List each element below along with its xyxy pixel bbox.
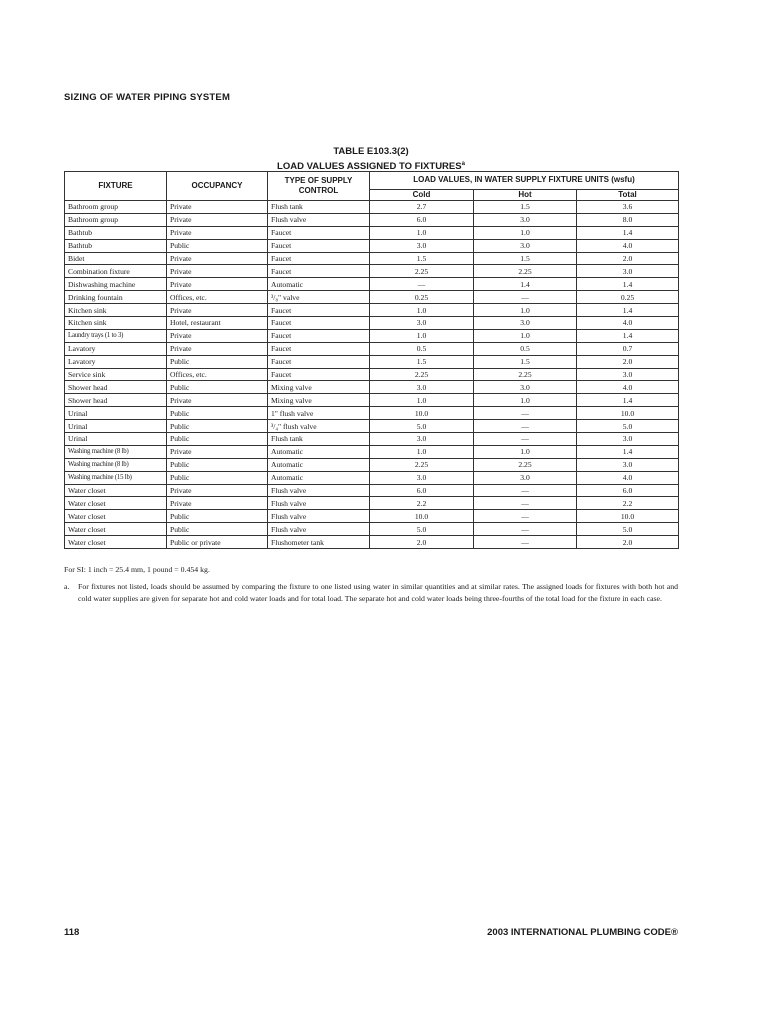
cell-total: 2.0 — [577, 536, 679, 549]
cell-total: 1.4 — [577, 278, 679, 291]
cell-total: 4.0 — [577, 317, 679, 330]
cell-total: 1.4 — [577, 445, 679, 458]
table-row — [65, 213, 679, 226]
cell-cold: 3.0 — [370, 239, 474, 252]
cell-cold: 3.0 — [370, 381, 474, 394]
cell-cold: 0.25 — [370, 291, 474, 304]
table-row — [65, 304, 679, 317]
cell-supply-control: Flush tank — [268, 433, 370, 446]
cell-total: 1.4 — [577, 329, 679, 342]
cell-occupancy: Private — [167, 329, 268, 342]
cell-hot: 1.4 — [474, 278, 577, 291]
cell-cold: 2.25 — [370, 265, 474, 278]
cell-fixture: Drinking fountain — [65, 291, 167, 304]
header-occupancy: OCCUPANCY — [167, 172, 268, 201]
cell-supply-control: Mixing valve — [268, 381, 370, 394]
cell-hot: 3.0 — [474, 471, 577, 484]
cell-supply-control: Flush valve — [268, 213, 370, 226]
cell-total: 10.0 — [577, 407, 679, 420]
header-hot: Hot — [474, 189, 577, 200]
cell-total: 10.0 — [577, 510, 679, 523]
cell-occupancy: Private — [167, 394, 268, 407]
cell-cold: 3.0 — [370, 317, 474, 330]
table-row — [65, 471, 679, 484]
cell-total: 8.0 — [577, 213, 679, 226]
cell-total: 4.0 — [577, 239, 679, 252]
cell-hot: — — [474, 536, 577, 549]
cell-occupancy: Private — [167, 226, 268, 239]
cell-occupancy: Public — [167, 381, 268, 394]
table-row — [65, 329, 679, 342]
cell-total: 3.0 — [577, 368, 679, 381]
cell-occupancy: Public — [167, 355, 268, 368]
cell-total: 1.4 — [577, 394, 679, 407]
cell-total: 0.7 — [577, 342, 679, 355]
table-row — [65, 381, 679, 394]
header-fixture: FIXTURE — [65, 172, 167, 201]
cell-supply-control: Faucet — [268, 342, 370, 355]
table-caption — [64, 146, 678, 173]
table-row — [65, 420, 679, 433]
cell-fixture: Service sink — [65, 368, 167, 381]
cell-cold: 5.0 — [370, 523, 474, 536]
cell-total: 2.2 — [577, 497, 679, 510]
cell-fixture: Washing machine (8 lb) — [65, 458, 167, 471]
table-row — [65, 355, 679, 368]
cell-cold: 1.5 — [370, 252, 474, 265]
cell-supply-control: Automatic — [268, 471, 370, 484]
cell-cold: 1.0 — [370, 304, 474, 317]
cell-occupancy: Public — [167, 433, 268, 446]
cell-fixture: Bathtub — [65, 239, 167, 252]
cell-supply-control: Flush valve — [268, 510, 370, 523]
cell-total: 1.4 — [577, 304, 679, 317]
table-row — [65, 368, 679, 381]
cell-fixture: Urinal — [65, 420, 167, 433]
table-row — [65, 458, 679, 471]
cell-cold: 3.0 — [370, 433, 474, 446]
cell-fixture: Urinal — [65, 407, 167, 420]
table-row — [65, 226, 679, 239]
table-row — [65, 239, 679, 252]
cell-supply-control: Flush valve — [268, 497, 370, 510]
cell-total: 2.0 — [577, 355, 679, 368]
cell-fixture: Water closet — [65, 497, 167, 510]
table-row — [65, 407, 679, 420]
cell-fixture: Washing machine (8 lb) — [65, 445, 167, 458]
cell-occupancy: Offices, etc. — [167, 291, 268, 304]
cell-supply-control: Automatic — [268, 445, 370, 458]
table-row — [65, 317, 679, 330]
table-row — [65, 445, 679, 458]
cell-occupancy: Private — [167, 342, 268, 355]
cell-hot: — — [474, 497, 577, 510]
cell-cold: 2.2 — [370, 497, 474, 510]
page-number: 118 — [64, 927, 80, 938]
header-total: Total — [577, 189, 679, 200]
cell-total: 4.0 — [577, 381, 679, 394]
cell-cold: — — [370, 278, 474, 291]
table-title-footnote-mark: a — [461, 161, 465, 167]
cell-supply-control: Automatic — [268, 278, 370, 291]
cell-occupancy: Private — [167, 497, 268, 510]
cell-occupancy: Private — [167, 252, 268, 265]
table-row — [65, 252, 679, 265]
cell-total: 3.0 — [577, 458, 679, 471]
cell-hot: 1.0 — [474, 445, 577, 458]
running-head: SIZING OF WATER PIPING SYSTEM — [64, 92, 231, 103]
cell-fixture: Lavatory — [65, 355, 167, 368]
cell-supply-control: Flush valve — [268, 523, 370, 536]
header-load-values: LOAD VALUES, IN WATER SUPPLY FIXTURE UNITS (wsfu) — [370, 172, 679, 190]
cell-supply-control: Faucet — [268, 265, 370, 278]
table-row — [65, 342, 679, 355]
cell-hot: 1.5 — [474, 355, 577, 368]
cell-fixture: Water closet — [65, 523, 167, 536]
table-row — [65, 278, 679, 291]
cell-hot: 1.0 — [474, 304, 577, 317]
cell-hot: — — [474, 420, 577, 433]
cell-fixture: Bathroom group — [65, 201, 167, 214]
cell-supply-control: Faucet — [268, 239, 370, 252]
cell-occupancy: Public — [167, 510, 268, 523]
cell-supply-control: Faucet — [268, 252, 370, 265]
si-conversion-note: For SI: 1 inch = 25.4 mm, 1 pound = 0.454 kg. — [64, 565, 210, 574]
cell-fixture: Water closet — [65, 484, 167, 497]
cell-hot: 3.0 — [474, 381, 577, 394]
cell-occupancy: Private — [167, 445, 268, 458]
cell-fixture: Kitchen sink — [65, 317, 167, 330]
cell-fixture: Laundry trays (1 to 3) — [65, 329, 167, 342]
table-row — [65, 394, 679, 407]
cell-hot: 3.0 — [474, 239, 577, 252]
cell-total: 2.0 — [577, 252, 679, 265]
table-body — [65, 201, 679, 549]
cell-cold: 10.0 — [370, 510, 474, 523]
cell-fixture: Water closet — [65, 510, 167, 523]
cell-hot: — — [474, 433, 577, 446]
cell-cold: 1.0 — [370, 394, 474, 407]
cell-occupancy: Public — [167, 458, 268, 471]
cell-cold: 1.0 — [370, 226, 474, 239]
cell-hot: 1.0 — [474, 394, 577, 407]
cell-cold: 2.7 — [370, 201, 474, 214]
cell-fixture: Bathroom group — [65, 213, 167, 226]
cell-supply-control: Faucet — [268, 304, 370, 317]
cell-supply-control: Faucet — [268, 329, 370, 342]
cell-hot: 2.25 — [474, 368, 577, 381]
cell-total: 4.0 — [577, 471, 679, 484]
table-row — [65, 510, 679, 523]
cell-occupancy: Public — [167, 420, 268, 433]
cell-supply-control: Mixing valve — [268, 394, 370, 407]
cell-fixture: Water closet — [65, 536, 167, 549]
running-foot: 2003 INTERNATIONAL PLUMBING CODE® — [487, 927, 678, 938]
cell-occupancy: Public — [167, 407, 268, 420]
cell-occupancy: Private — [167, 213, 268, 226]
cell-fixture: Kitchen sink — [65, 304, 167, 317]
cell-fixture: Shower head — [65, 394, 167, 407]
cell-hot: 2.25 — [474, 458, 577, 471]
cell-hot: — — [474, 484, 577, 497]
header-cold: Cold — [370, 189, 474, 200]
cell-total: 3.0 — [577, 265, 679, 278]
cell-occupancy: Private — [167, 484, 268, 497]
cell-total: 5.0 — [577, 523, 679, 536]
footnote-a-text: For fixtures not listed, loads should be assumed by comparing the fixture to one listed using water in similar quantities and at similar rates. The assigned loads for fixtures with both hot and cold water supplies are given for separate hot and cold water loads and for total load. The separate hot and cold water loads being three-fourths of the total load for the fixture in each case. — [78, 581, 678, 603]
table-title-text: LOAD VALUES ASSIGNED TO FIXTURES — [277, 161, 462, 173]
cell-supply-control: Flushometer tank — [268, 536, 370, 549]
cell-hot: — — [474, 407, 577, 420]
table-row — [65, 265, 679, 278]
cell-cold: 6.0 — [370, 484, 474, 497]
cell-hot: 1.5 — [474, 252, 577, 265]
cell-cold: 5.0 — [370, 420, 474, 433]
cell-fixture: Urinal — [65, 433, 167, 446]
cell-hot: 3.0 — [474, 213, 577, 226]
cell-supply-control: Flush valve — [268, 484, 370, 497]
table-row — [65, 433, 679, 446]
table-row — [65, 523, 679, 536]
cell-supply-control: Faucet — [268, 355, 370, 368]
cell-occupancy: Offices, etc. — [167, 368, 268, 381]
cell-hot: 1.5 — [474, 201, 577, 214]
footnote-a-mark: a. — [64, 581, 70, 591]
cell-occupancy: Public — [167, 471, 268, 484]
cell-cold: 1.5 — [370, 355, 474, 368]
cell-cold: 0.5 — [370, 342, 474, 355]
cell-hot: 3.0 — [474, 317, 577, 330]
cell-cold: 2.25 — [370, 368, 474, 381]
cell-fixture: Dishwashing machine — [65, 278, 167, 291]
cell-occupancy: Private — [167, 265, 268, 278]
table-footnotes — [64, 564, 678, 606]
cell-fixture: Lavatory — [65, 342, 167, 355]
cell-fixture: Bathtub — [65, 226, 167, 239]
cell-fixture: Washing machine (15 lb) — [65, 471, 167, 484]
cell-supply-control: ³/₄" flush valve — [268, 420, 370, 433]
cell-cold: 3.0 — [370, 471, 474, 484]
cell-hot: — — [474, 523, 577, 536]
cell-cold: 2.25 — [370, 458, 474, 471]
table-id: TABLE E103.3(2) — [333, 146, 409, 157]
cell-cold: 6.0 — [370, 213, 474, 226]
header-supply-control: TYPE OF SUPPLY CONTROL — [268, 172, 370, 201]
cell-fixture: Combination fixture — [65, 265, 167, 278]
cell-supply-control: ³/₈" valve — [268, 291, 370, 304]
cell-fixture: Shower head — [65, 381, 167, 394]
cell-cold: 2.0 — [370, 536, 474, 549]
cell-occupancy: Private — [167, 201, 268, 214]
cell-supply-control: Faucet — [268, 368, 370, 381]
cell-hot: 0.5 — [474, 342, 577, 355]
cell-supply-control: Faucet — [268, 226, 370, 239]
cell-occupancy: Private — [167, 278, 268, 291]
cell-cold: 1.0 — [370, 329, 474, 342]
cell-fixture: Bidet — [65, 252, 167, 265]
footnote-a — [64, 581, 678, 606]
cell-supply-control: 1" flush valve — [268, 407, 370, 420]
table-row — [65, 201, 679, 214]
cell-hot: — — [474, 291, 577, 304]
cell-total: 3.0 — [577, 433, 679, 446]
cell-hot: 1.0 — [474, 226, 577, 239]
cell-hot: 1.0 — [474, 329, 577, 342]
table-row — [65, 497, 679, 510]
cell-occupancy: Public or private — [167, 536, 268, 549]
cell-hot: — — [474, 510, 577, 523]
table-row — [65, 484, 679, 497]
cell-occupancy: Private — [167, 304, 268, 317]
cell-occupancy: Hotel, restaurant — [167, 317, 268, 330]
cell-total: 0.25 — [577, 291, 679, 304]
cell-total: 1.4 — [577, 226, 679, 239]
cell-total: 6.0 — [577, 484, 679, 497]
cell-supply-control: Faucet — [268, 317, 370, 330]
cell-hot: 2.25 — [474, 265, 577, 278]
fixture-load-table — [64, 171, 679, 549]
table-row — [65, 536, 679, 549]
cell-cold: 10.0 — [370, 407, 474, 420]
cell-supply-control: Flush tank — [268, 201, 370, 214]
cell-occupancy: Public — [167, 523, 268, 536]
cell-occupancy: Public — [167, 239, 268, 252]
table-row — [65, 291, 679, 304]
cell-cold: 1.0 — [370, 445, 474, 458]
cell-supply-control: Automatic — [268, 458, 370, 471]
cell-total: 5.0 — [577, 420, 679, 433]
cell-total: 3.6 — [577, 201, 679, 214]
